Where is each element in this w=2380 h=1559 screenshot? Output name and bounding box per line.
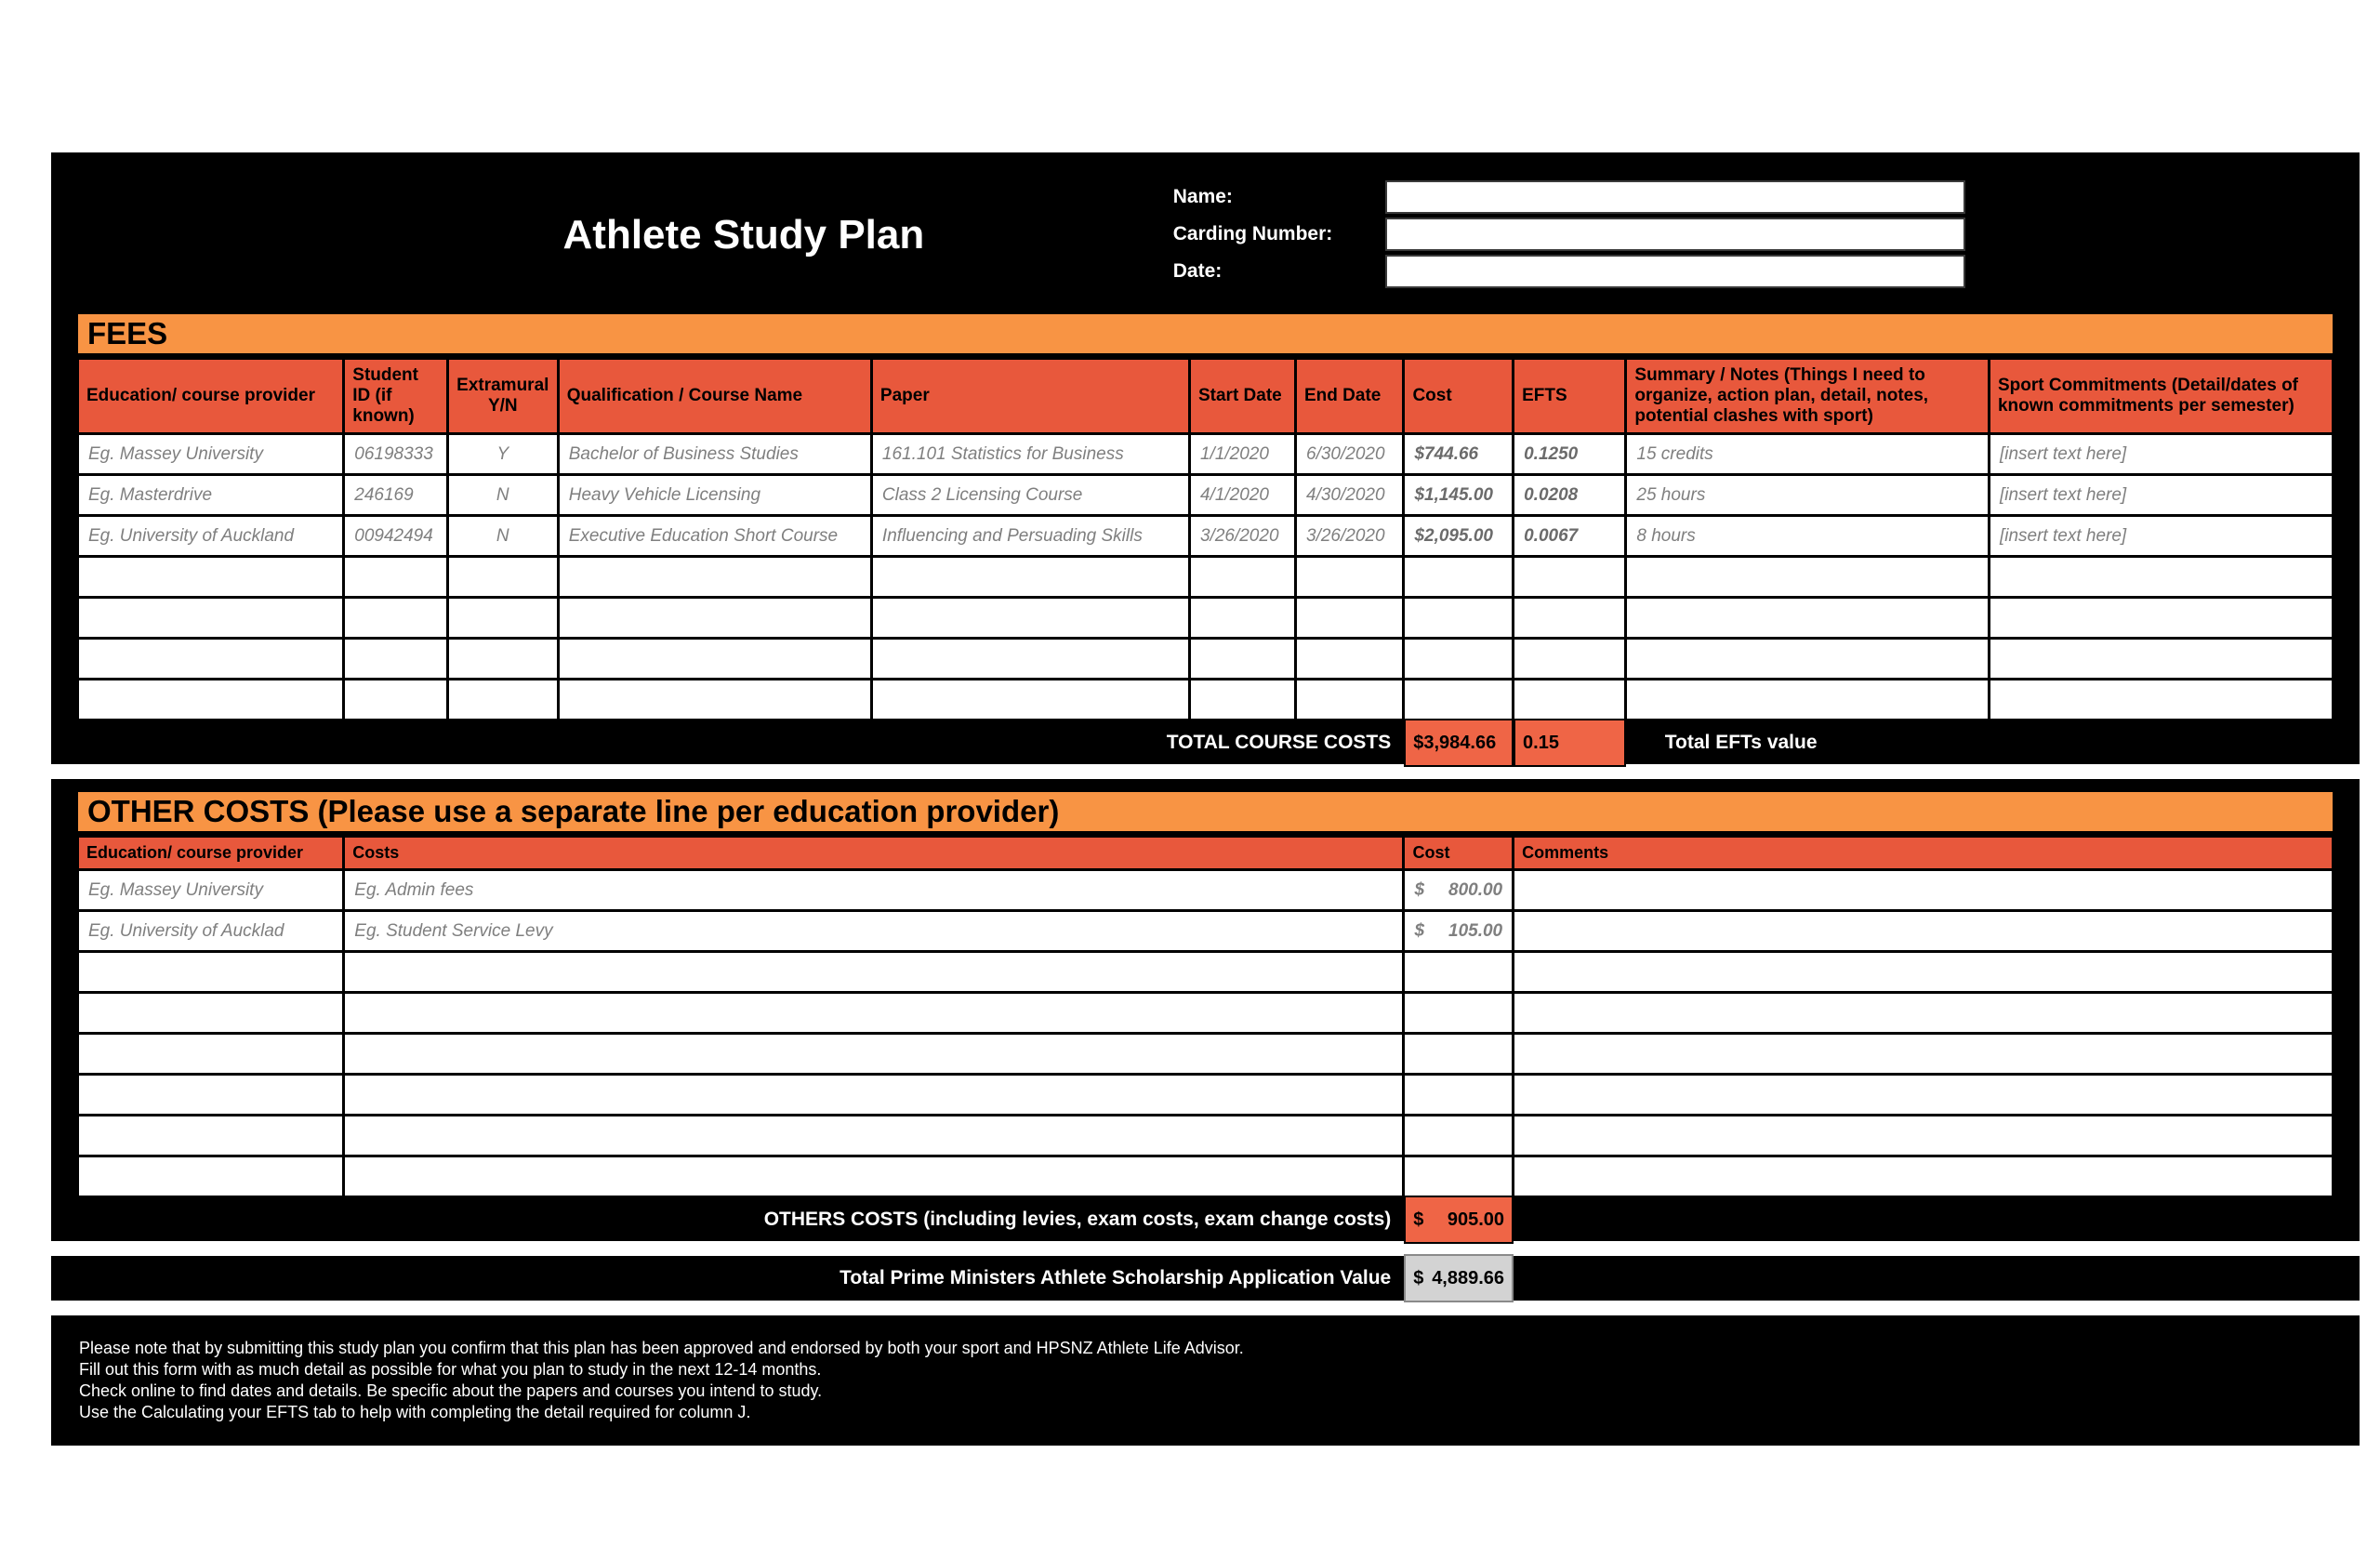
fees-empty-cell[interactable] [1514,598,1626,639]
table-row [78,1156,2334,1197]
oc-provider-cell[interactable] [78,1156,344,1197]
oc-costs-cell[interactable]: Eg. Student Service Levy [344,911,1404,952]
table-row [78,475,2334,516]
table-row [78,639,2334,680]
fees-cell[interactable]: 0.0067 [1514,516,1626,557]
fees-empty-cell[interactable] [1989,680,2333,720]
oc-costs-cell[interactable] [344,1156,1404,1197]
fees-cell[interactable]: Influencing and Persuading Skills [871,516,1189,557]
fees-section-heading: FEES [76,312,2334,355]
fees-empty-cell[interactable] [558,639,871,680]
fees-cell[interactable]: 4/1/2020 [1189,475,1295,516]
fees-cell[interactable]: Eg. Masterdrive [78,475,344,516]
fees-empty-cell[interactable] [344,680,448,720]
note-line: Use the Calculating your EFTS tab to help with completing the detail required for column J. [79,1403,751,1421]
fees-cell[interactable]: Bachelor of Business Studies [558,434,871,475]
fees-empty-cell[interactable] [344,598,448,639]
fees-empty-cell[interactable] [1404,598,1514,639]
fees-cell[interactable]: 246169 [344,475,448,516]
fees-cell[interactable]: Class 2 Licensing Course [871,475,1189,516]
oc-provider-cell[interactable] [78,993,344,1034]
fees-cell[interactable]: 4/30/2020 [1296,475,1404,516]
oc-cost-cell[interactable] [1404,1116,1514,1156]
table-row [78,870,2334,911]
fees-cell[interactable]: 3/26/2020 [1189,516,1295,557]
oc-col-cost: Cost [1404,837,1514,870]
fees-cell[interactable]: 06198333 [344,434,448,475]
oc-costs-cell[interactable] [344,1116,1404,1156]
fees-empty-cell[interactable] [1404,639,1514,680]
fees-empty-cell[interactable] [78,680,344,720]
fees-empty-cell[interactable] [78,557,344,598]
oc-provider-cell[interactable] [78,1116,344,1156]
fees-table [76,357,2334,721]
fees-cell[interactable]: 25 hours [1626,475,1990,516]
fees-cell[interactable]: 0.0208 [1514,475,1626,516]
fees-col-student-id: Student ID (if known) [344,359,448,434]
fees-empty-cell[interactable] [558,557,871,598]
table-row [78,993,2334,1034]
fees-col-paper: Paper [871,359,1189,434]
oc-provider-cell[interactable] [78,952,344,993]
page-title: Athlete Study Plan [562,212,925,258]
fees-empty-cell[interactable] [1189,557,1295,598]
fees-empty-cell[interactable] [1989,557,2333,598]
title-block [51,152,2360,312]
fees-cell[interactable]: 00942494 [344,516,448,557]
other-costs-table-body [78,870,2334,1197]
oc-costs-cell[interactable] [344,993,1404,1034]
fees-empty-cell[interactable] [1296,639,1404,680]
name-input[interactable] [1385,180,1965,214]
oc-cost-cell[interactable] [1404,952,1514,993]
other-costs-heading: OTHER COSTS (Please use a separate line per education provider) [76,790,2334,833]
total-course-costs-label: TOTAL COURSE COSTS [1166,732,1392,753]
fees-empty-cell[interactable] [871,557,1189,598]
section-gap [0,764,2380,779]
grand-total-value [1404,1254,1514,1302]
other-costs-total-row [76,1198,2334,1241]
grand-total-bar [51,1256,2360,1301]
fees-cell[interactable]: N [447,475,558,516]
oc-cost-cell[interactable] [1404,993,1514,1034]
oc-comments-cell[interactable] [1514,952,2334,993]
header-fields [1173,180,1965,288]
oc-cost-cell[interactable]: $ 105.00 [1404,911,1514,952]
fees-empty-cell[interactable] [1514,680,1626,720]
oc-costs-cell[interactable] [344,1075,1404,1116]
others-costs-amount: 905.00 [1447,1209,1505,1230]
other-costs-header-row [78,837,2334,870]
fees-cell[interactable]: [insert text here] [1989,475,2333,516]
fees-cell[interactable]: $744.66 [1404,434,1514,475]
oc-costs-cell[interactable]: Eg. Admin fees [344,870,1404,911]
fees-empty-cell[interactable] [1189,598,1295,639]
fees-cell[interactable]: $2,095.00 [1404,516,1514,557]
table-row [78,598,2334,639]
fees-total-row [76,721,2334,764]
fees-empty-cell[interactable] [871,680,1189,720]
oc-comments-cell[interactable] [1514,1034,2334,1075]
fees-col-start-date: Start Date [1189,359,1295,434]
total-course-costs-value: $3,984.66 [1404,719,1514,767]
oc-comments-cell[interactable] [1514,993,2334,1034]
fees-empty-cell[interactable] [1514,557,1626,598]
date-label: Date: [1172,260,1223,282]
fees-empty-cell[interactable] [447,639,558,680]
fees-cell[interactable]: [insert text here] [1989,516,2333,557]
oc-provider-cell[interactable]: Eg. University of Aucklad [78,911,344,952]
section-gap [0,1241,2380,1256]
table-row [78,911,2334,952]
fees-col-end-date: End Date [1296,359,1404,434]
fees-cell[interactable]: 3/26/2020 [1296,516,1404,557]
note-line: Fill out this form with as much detail as possible for what you plan to study in the next 12-14 months. [79,1360,822,1379]
fees-cell[interactable]: $1,145.00 [1404,475,1514,516]
fees-cell[interactable]: [insert text here] [1989,434,2333,475]
other-costs-section-container [51,779,2360,1241]
fees-col-extramural: Extramural Y/N [447,359,558,434]
fees-empty-cell[interactable] [1626,680,1990,720]
oc-cost-cell[interactable]: $ 800.00 [1404,870,1514,911]
page-top-margin [0,0,2380,152]
grand-total-label: Total Prime Ministers Athlete Scholarship Application Value [840,1267,1392,1288]
fees-empty-cell[interactable] [1404,680,1514,720]
name-label: Name: [1172,186,1233,207]
oc-comments-cell[interactable] [1514,1075,2334,1116]
fees-cell[interactable]: 6/30/2020 [1296,434,1404,475]
fees-empty-cell[interactable] [344,557,448,598]
oc-costs-cell[interactable] [344,1034,1404,1075]
section-gap [0,1301,2380,1315]
fees-section [51,312,2360,764]
currency-symbol: $ [1413,1209,1424,1230]
table-row [78,952,2334,993]
fees-cell[interactable]: Heavy Vehicle Licensing [558,475,871,516]
fees-empty-cell[interactable] [871,598,1189,639]
fees-empty-cell[interactable] [447,598,558,639]
oc-costs-cell[interactable] [344,952,1404,993]
other-costs-table [76,835,2334,1198]
fees-col-provider: Education/ course provider [78,359,344,434]
fees-empty-cell[interactable] [1189,639,1295,680]
fees-empty-cell[interactable] [1514,639,1626,680]
fees-empty-cell[interactable] [447,557,558,598]
fees-empty-cell[interactable] [78,598,344,639]
table-row [78,1075,2334,1116]
table-row [78,434,2334,475]
fees-empty-cell[interactable] [1189,680,1295,720]
note-line: Check online to find dates and details. Be specific about the papers and courses you intend to study. [79,1381,823,1400]
carding-number-input[interactable] [1385,218,1965,251]
grand-total-row [51,1257,2360,1300]
total-efts-value-label: Total EFTs value [1664,732,1818,753]
fees-col-efts: EFTS [1514,359,1626,434]
oc-provider-cell[interactable] [78,1075,344,1116]
fees-cell[interactable]: 161.101 Statistics for Business [871,434,1189,475]
other-costs-section [51,790,2360,1241]
fees-cell[interactable]: 8 hours [1626,516,1990,557]
fees-empty-cell[interactable] [78,639,344,680]
fees-header-row [78,359,2334,434]
fees-cell[interactable]: 1/1/2020 [1189,434,1295,475]
oc-col-comments: Comments [1514,837,2334,870]
fees-empty-cell[interactable] [1296,680,1404,720]
fees-empty-cell[interactable] [1296,598,1404,639]
currency-symbol: $ [1413,1267,1424,1288]
fees-col-summary: Summary / Notes (Things I need to organize, action plan, detail, notes, potential clashes with sport) [1626,359,1990,434]
fees-empty-cell[interactable] [1626,557,1990,598]
others-costs-value [1404,1196,1514,1244]
oc-cost-cell[interactable] [1404,1034,1514,1075]
fees-empty-cell[interactable] [344,639,448,680]
fees-empty-cell[interactable] [871,639,1189,680]
fees-cell[interactable]: N [447,516,558,557]
fees-empty-cell[interactable] [1296,557,1404,598]
others-costs-label: OTHERS COSTS (including levies, exam costs, exam change costs) [763,1209,1392,1230]
fees-empty-cell[interactable] [1404,557,1514,598]
fees-cell[interactable]: Executive Education Short Course [558,516,871,557]
fees-empty-cell[interactable] [1989,598,2333,639]
table-row [78,1034,2334,1075]
table-row [78,516,2334,557]
fees-cell[interactable]: Y [447,434,558,475]
fees-col-cost: Cost [1404,359,1514,434]
fees-section-container [51,152,2360,764]
oc-provider-cell[interactable]: Eg. Massey University [78,870,344,911]
fees-cell[interactable]: 15 credits [1626,434,1990,475]
fees-empty-cell[interactable] [447,680,558,720]
oc-col-costs: Costs [344,837,1404,870]
fees-empty-cell[interactable] [558,598,871,639]
fees-col-sport: Sport Commitments (Detail/dates of known commitments per semester) [1989,359,2333,434]
fees-empty-cell[interactable] [1626,639,1990,680]
table-row [78,680,2334,720]
oc-comments-cell[interactable] [1514,1116,2334,1156]
fees-table-body [78,434,2334,720]
carding-number-label: Carding Number: [1172,223,1333,244]
date-input[interactable] [1385,255,1965,288]
total-efts-value: 0.15 [1514,719,1626,767]
notes-block [51,1315,2360,1446]
table-row [78,1116,2334,1156]
oc-provider-cell[interactable] [78,1034,344,1075]
oc-col-provider: Education/ course provider [78,837,344,870]
fees-col-qualification: Qualification / Course Name [558,359,871,434]
fees-empty-cell[interactable] [1989,639,2333,680]
grand-total-amount: 4,889.66 [1432,1267,1505,1288]
note-line: Please note that by submitting this study plan you confirm that this plan has been approved and endorsed by both your sport and HPSNZ Athlete Life Advisor. [79,1339,1244,1357]
table-row [78,557,2334,598]
oc-cost-cell[interactable] [1404,1075,1514,1116]
fees-cell[interactable]: Eg. University of Auckland [78,516,344,557]
fees-cell[interactable]: Eg. Massey University [78,434,344,475]
oc-comments-cell[interactable] [1514,911,2334,952]
fees-empty-cell[interactable] [558,680,871,720]
fees-empty-cell[interactable] [1626,598,1990,639]
fees-cell[interactable]: 0.1250 [1514,434,1626,475]
oc-comments-cell[interactable] [1514,1156,2334,1197]
oc-comments-cell[interactable] [1514,870,2334,911]
oc-cost-cell[interactable] [1404,1156,1514,1197]
